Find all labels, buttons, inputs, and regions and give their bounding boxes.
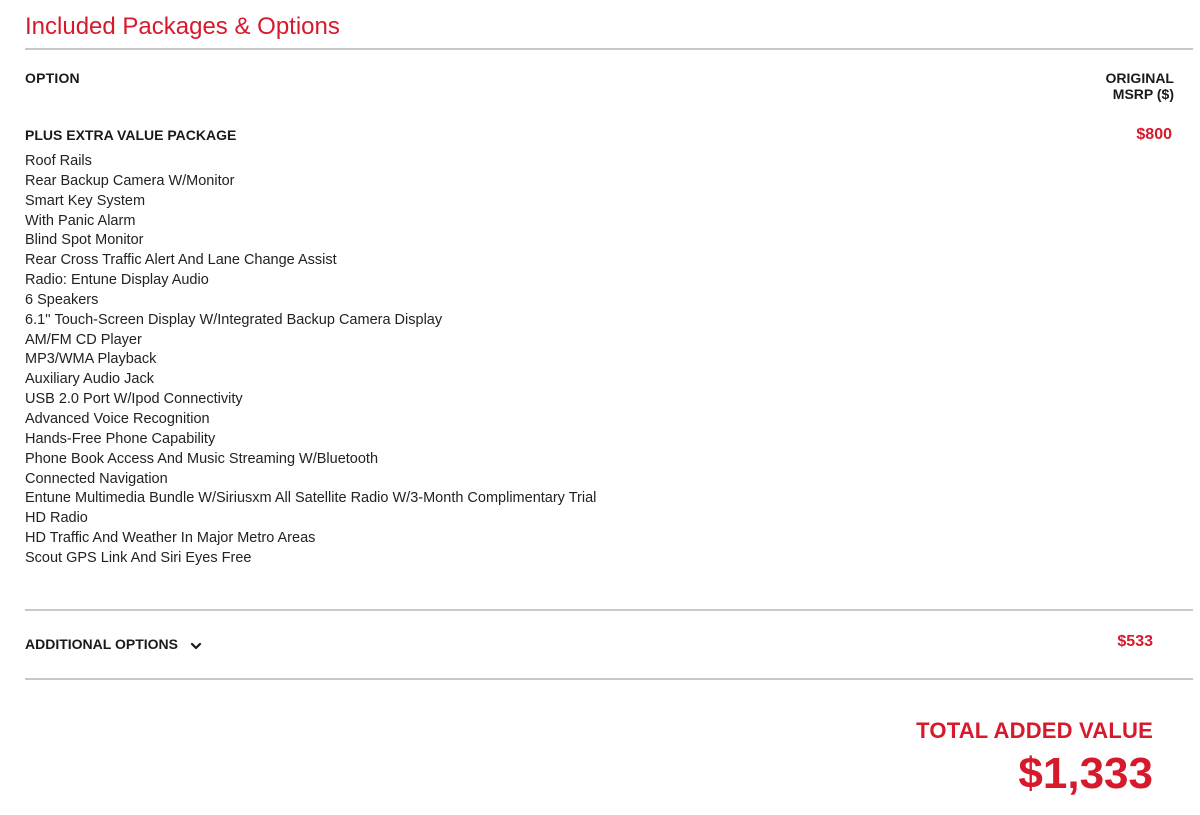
feature-item: USB 2.0 Port W/Ipod Connectivity: [25, 391, 243, 408]
additional-options-label: ADDITIONAL OPTIONS: [25, 636, 178, 652]
feature-item: Rear Cross Traffic Alert And Lane Change Assist: [25, 252, 337, 269]
package-feature-list: [25, 152, 596, 569]
column-header-msrp-line2: MSRP ($): [1112, 86, 1174, 102]
feature-item: AM/FM CD Player: [25, 331, 142, 348]
package-price: $800: [1136, 126, 1172, 143]
additional-options-toggle[interactable]: [25, 636, 202, 652]
feature-item: Advanced Voice Recognition: [25, 410, 210, 427]
feature-item: MP3/WMA Playback: [25, 351, 157, 368]
feature-item: Smart Key System: [25, 192, 146, 209]
feature-item: Radio: Entune Display Audio: [25, 272, 209, 289]
page-title: Included Packages & Options: [25, 13, 340, 40]
feature-item: 6.1'' Touch-Screen Display W/Integrated Backup Camera Display: [25, 311, 443, 328]
additional-options-price: $533: [1117, 633, 1153, 650]
total-added-value-label: TOTAL ADDED VALUE: [916, 718, 1153, 743]
column-header-msrp: [1106, 70, 1174, 102]
feature-item: HD Traffic And Weather In Major Metro Areas: [25, 530, 316, 547]
column-header-option: OPTION: [25, 70, 80, 86]
feature-item: Phone Book Access And Music Streaming W/Bluetooth: [25, 450, 379, 467]
feature-item: Entune Multimedia Bundle W/Siriusxm All Satellite Radio W/3-Month Complimentary Trial: [25, 490, 597, 507]
feature-item: Connected Navigation: [25, 470, 168, 487]
total-added-value-amount: $1,333: [1018, 749, 1153, 798]
feature-item: Scout GPS Link And Siri Eyes Free: [25, 549, 252, 566]
feature-item: Blind Spot Monitor: [25, 232, 144, 249]
feature-item: Auxiliary Audio Jack: [25, 371, 154, 388]
feature-item: Roof Rails: [25, 153, 92, 169]
section-divider: [25, 609, 1193, 611]
feature-item: Rear Backup Camera W/Monitor: [25, 172, 235, 189]
chevron-down-icon: [190, 639, 202, 651]
column-header-msrp-line1: ORIGINAL: [1105, 70, 1174, 86]
feature-item: HD Radio: [25, 510, 88, 527]
feature-item: Hands-Free Phone Capability: [25, 430, 216, 447]
feature-item: With Panic Alarm: [25, 212, 136, 229]
package-name: PLUS EXTRA VALUE PACKAGE: [25, 127, 237, 143]
section-divider: [25, 678, 1193, 680]
title-divider: [25, 48, 1193, 50]
feature-item: 6 Speakers: [25, 291, 99, 308]
